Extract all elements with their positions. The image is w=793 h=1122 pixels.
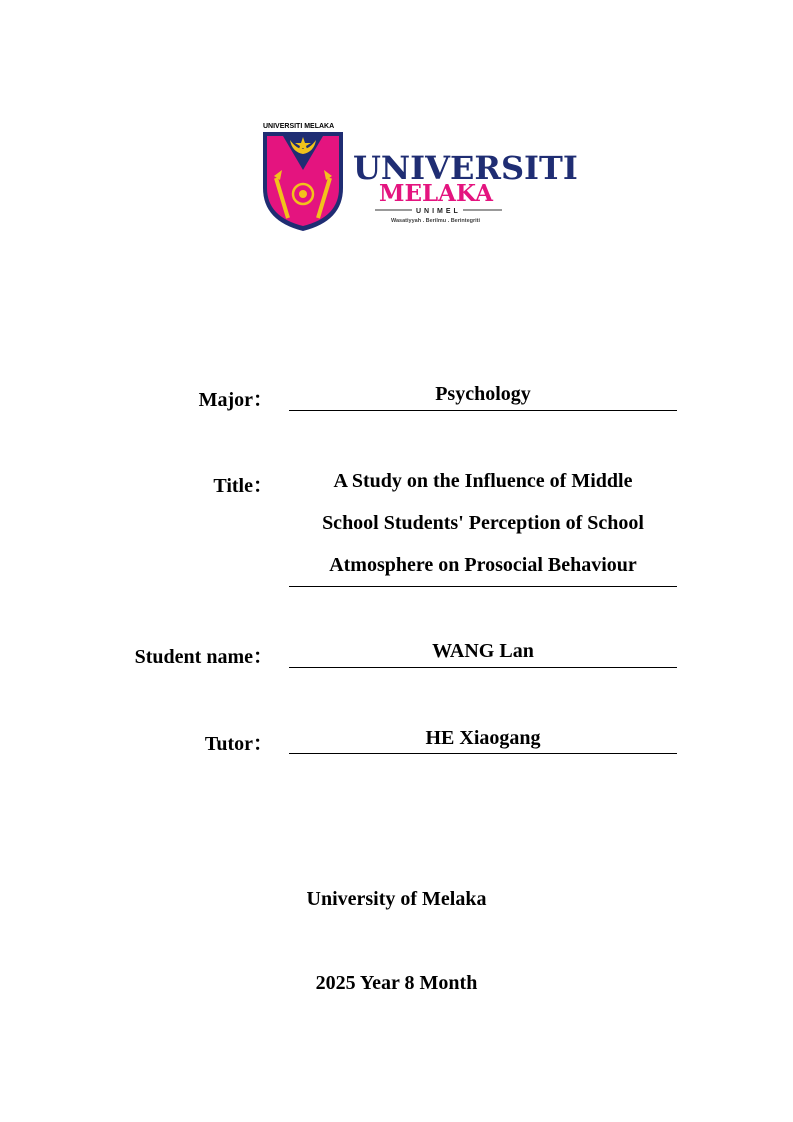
title-line-2: School Students' Perception of School: [322, 512, 644, 534]
shield-emblem-icon: [263, 132, 343, 231]
student-name-label: Student name：: [134, 646, 273, 668]
logo-small-caption: UNIVERSITI MELAKA: [263, 123, 335, 130]
tutor-value: HE Xiaogang: [289, 727, 677, 754]
university-logo: [258, 118, 578, 236]
tutor-label: Tutor：: [204, 733, 273, 755]
title-line-3: Atmosphere on Prosocial Behaviour: [329, 554, 637, 576]
title-value: [289, 460, 677, 587]
major-value: Psychology: [289, 383, 677, 411]
logo-word-unimel: UNIMEL: [416, 208, 461, 215]
university-name: University of Melaka: [306, 888, 487, 910]
logo-word-melaka: MELAKA: [379, 180, 493, 207]
logo-tagline: Wasatiyyah . Berilmu . Berintegriti: [391, 218, 481, 224]
title-label: Title：: [213, 475, 273, 497]
major-label: Major：: [198, 389, 273, 411]
title-line-1: A Study on the Influence of Middle: [333, 470, 633, 492]
logo-word-universiti: UNIVERSITI: [353, 149, 578, 187]
submission-date: 2025 Year 8 Month: [315, 972, 478, 994]
student-name-value: WANG Lan: [289, 640, 677, 668]
